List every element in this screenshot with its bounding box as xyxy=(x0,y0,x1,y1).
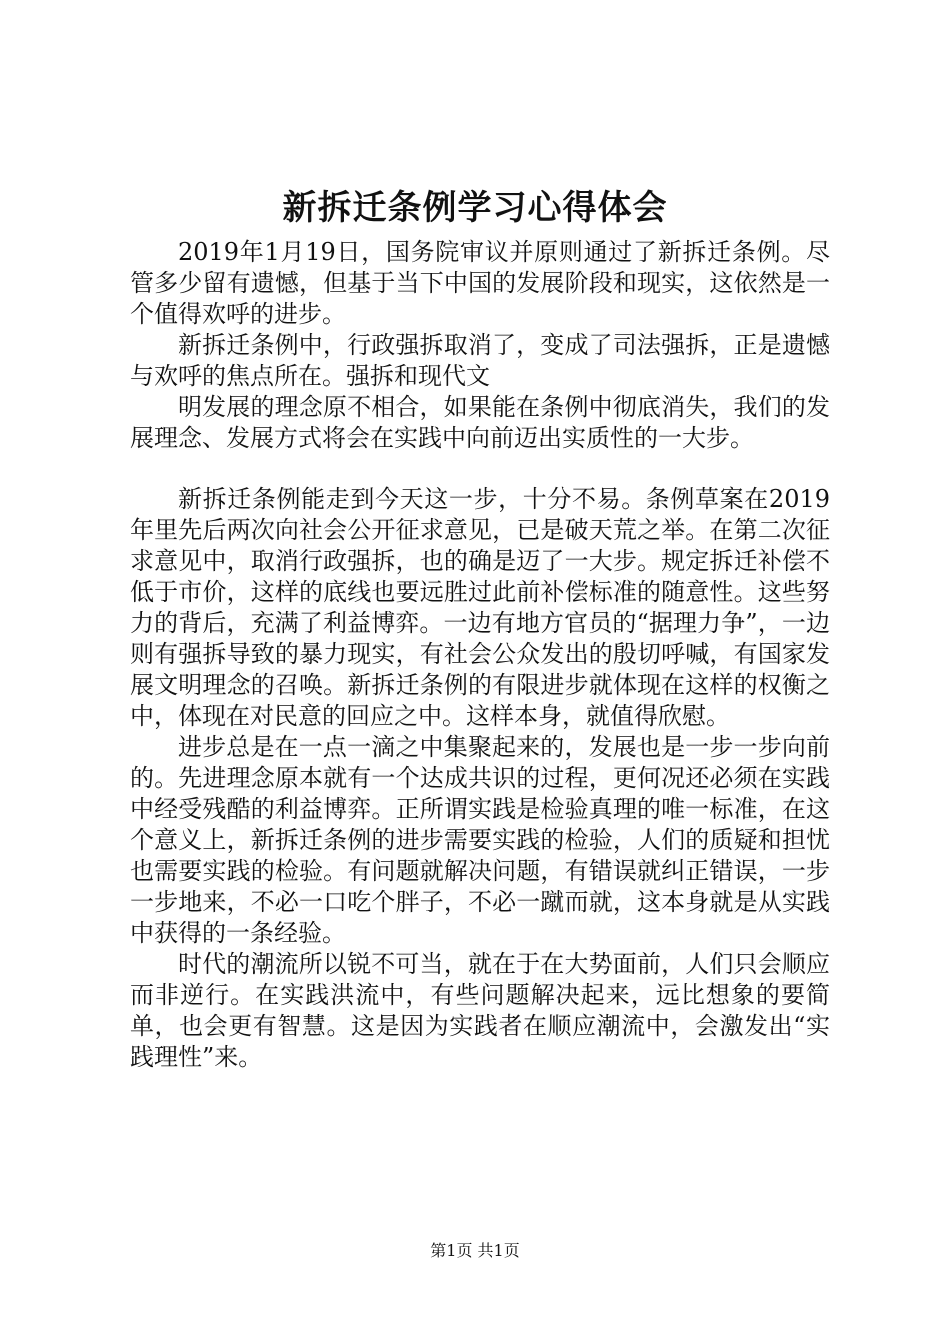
document-title: 新拆迁条例学习心得体会 xyxy=(282,188,668,228)
page-footer: 第1页 共1页 xyxy=(430,1241,520,1260)
paragraph: 新拆迁条例中，行政强拆取消了，变成了司法强拆，正是遗憾与欢呼的焦点所在。强拆和现代文 xyxy=(130,331,830,390)
paragraph: 2019年1月19日，国务院审议并原则通过了新拆迁条例。尽管多少留有遗憾，但基于当下中国的发展阶段和现实，这依然是一个值得欢呼的进步。 xyxy=(130,238,830,328)
paragraph: 明发展的理念原不相合，如果能在条例中彻底消失，我们的发展理念、发展方式将会在实践中向前迈出实质性的一大步。 xyxy=(130,393,830,452)
paragraph: 进步总是在一点一滴之中集聚起来的，发展也是一步一步向前的。先进理念原本就有一个达成共识的过程，更何况还必须在实践中经受残酷的利益博弈。正所谓实践是检验真理的唯一标准，在这个意义上，新拆迁条例的进步需要实践的检验，人们的质疑和担忧也需要实践的检验。有问题就解决问题，有错误就纠正错误，一步一步地来，不必一口吃个胖子，不必一蹴而就，这本身就是从实践中获得的一条经验。 xyxy=(130,733,830,947)
paragraph: 新拆迁条例能走到今天这一步，十分不易。条例草案在2019年里先后两次向社会公开征求意见，已是破天荒之举。在第二次征求意见中，取消行政强拆，也的确是迈了一大步。规定拆迁补偿不低于市价，这样的底线也要远胜过此前补偿标准的随意性。这些努力的背后，充满了利益博弈。一边有地方官员的“据理力争”，一边则有强拆导致的暴力现实，有社会公众发出的殷切呼喊，有国家发展文明理念的召唤。新拆迁条例的有限进步就体现在这样的权衡之中，体现在对民意的回应之中。这样本身，就值得欣慰。 xyxy=(130,485,830,730)
body-section-one xyxy=(130,237,830,454)
paragraph: 时代的潮流所以锐不可当，就在于在大势面前，人们只会顺应而非逆行。在实践洪流中，有些问题解决起来，远比想象的要简单，也会更有智慧。这是因为实践者在顺应潮流中，会激发出“实践理性”来。 xyxy=(130,950,830,1071)
body-section-two xyxy=(130,484,830,1073)
